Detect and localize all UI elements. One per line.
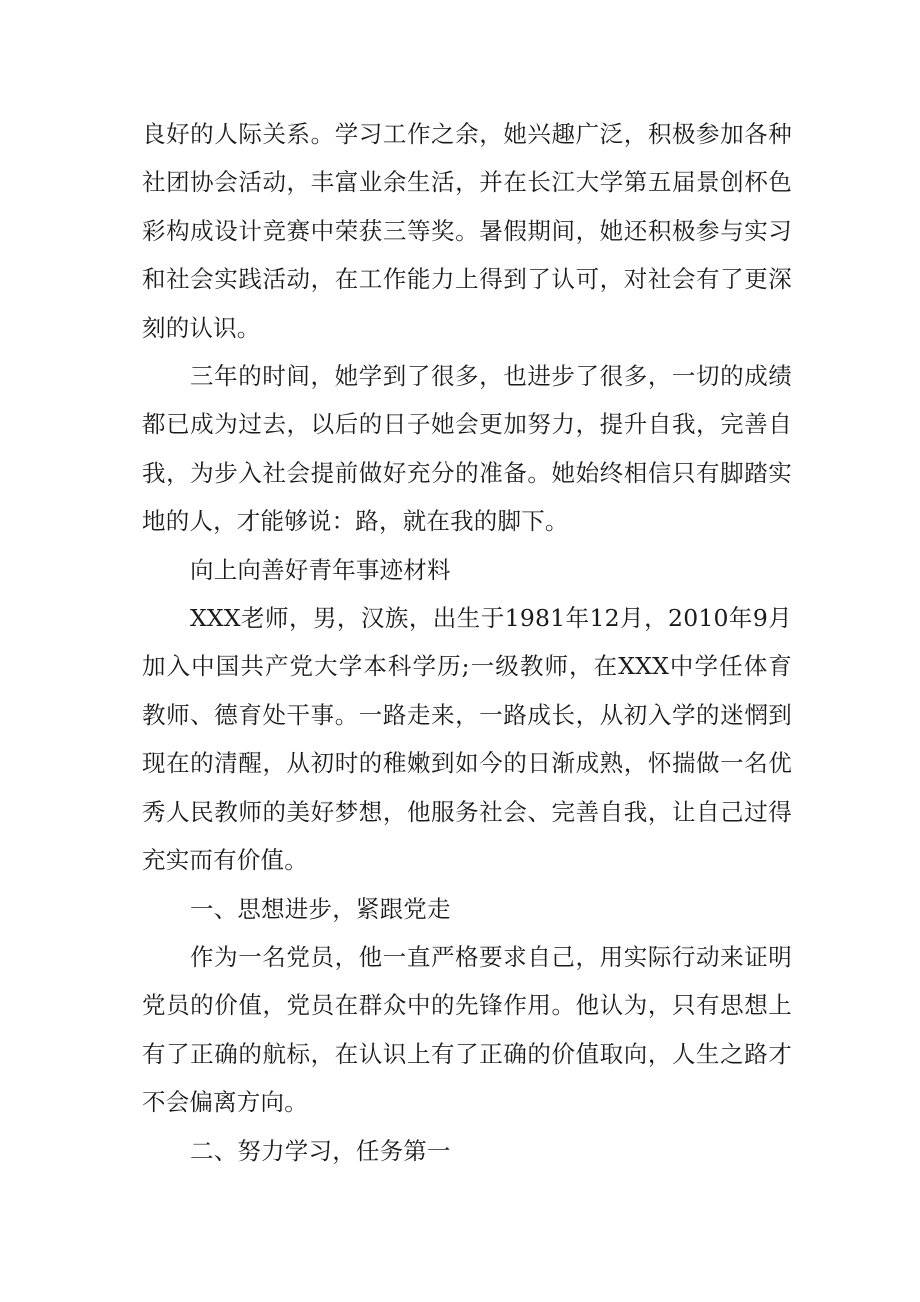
paragraph-teacher-profile: XXX老师，男，汉族，出生于1981年12月，2010年9月加入中国共产党大学本科学历;一级教师，在XXX中学任体育教师、德育处干事。一路走来，一路成长，从初入学的迷惘到现在的清醒，从初时的稚嫩到如今的日渐成熟，怀揣做一名优秀人民教师的美好梦想，他服务社会、完善自我，让自己过得充实而有价值。	[142, 604, 792, 875]
paragraph-interpersonal: 良好的人际关系。学习工作之余，她兴趣广泛，积极参加各种社团协会活动，丰富业余生活，并在长江大学第五届景创杯色彩构成设计竞赛中荣获三等奖。暑假期间，她还积极参与实习和社会实践活动，在工作能力上得到了认可，对社会有了更深刻的认识。	[142, 120, 792, 342]
paragraph-three-years: 三年的时间，她学到了很多，也进步了很多，一切的成绩都已成为过去，以后的日子她会更加努力，提升自我，完善自我，为步入社会提前做好充分的准备。她始终相信只有脚踏实地的人，才能够说：路，就在我的脚下。	[142, 362, 792, 536]
section-heading-thought: 一、思想进步，紧跟党走	[190, 894, 451, 923]
document-body	[142, 110, 792, 1175]
document-title: 向上向善好青年事迹材料	[190, 555, 451, 584]
section-heading-study: 二、努力学习，任务第一	[190, 1136, 451, 1165]
paragraph-party-member: 作为一名党员，他一直严格要求自己，用实际行动来证明党员的价值，党员在群众中的先锋作用。他认为，只有思想上有了正确的航标，在认识上有了正确的价值取向，人生之路才不会偏离方向。	[142, 942, 792, 1117]
